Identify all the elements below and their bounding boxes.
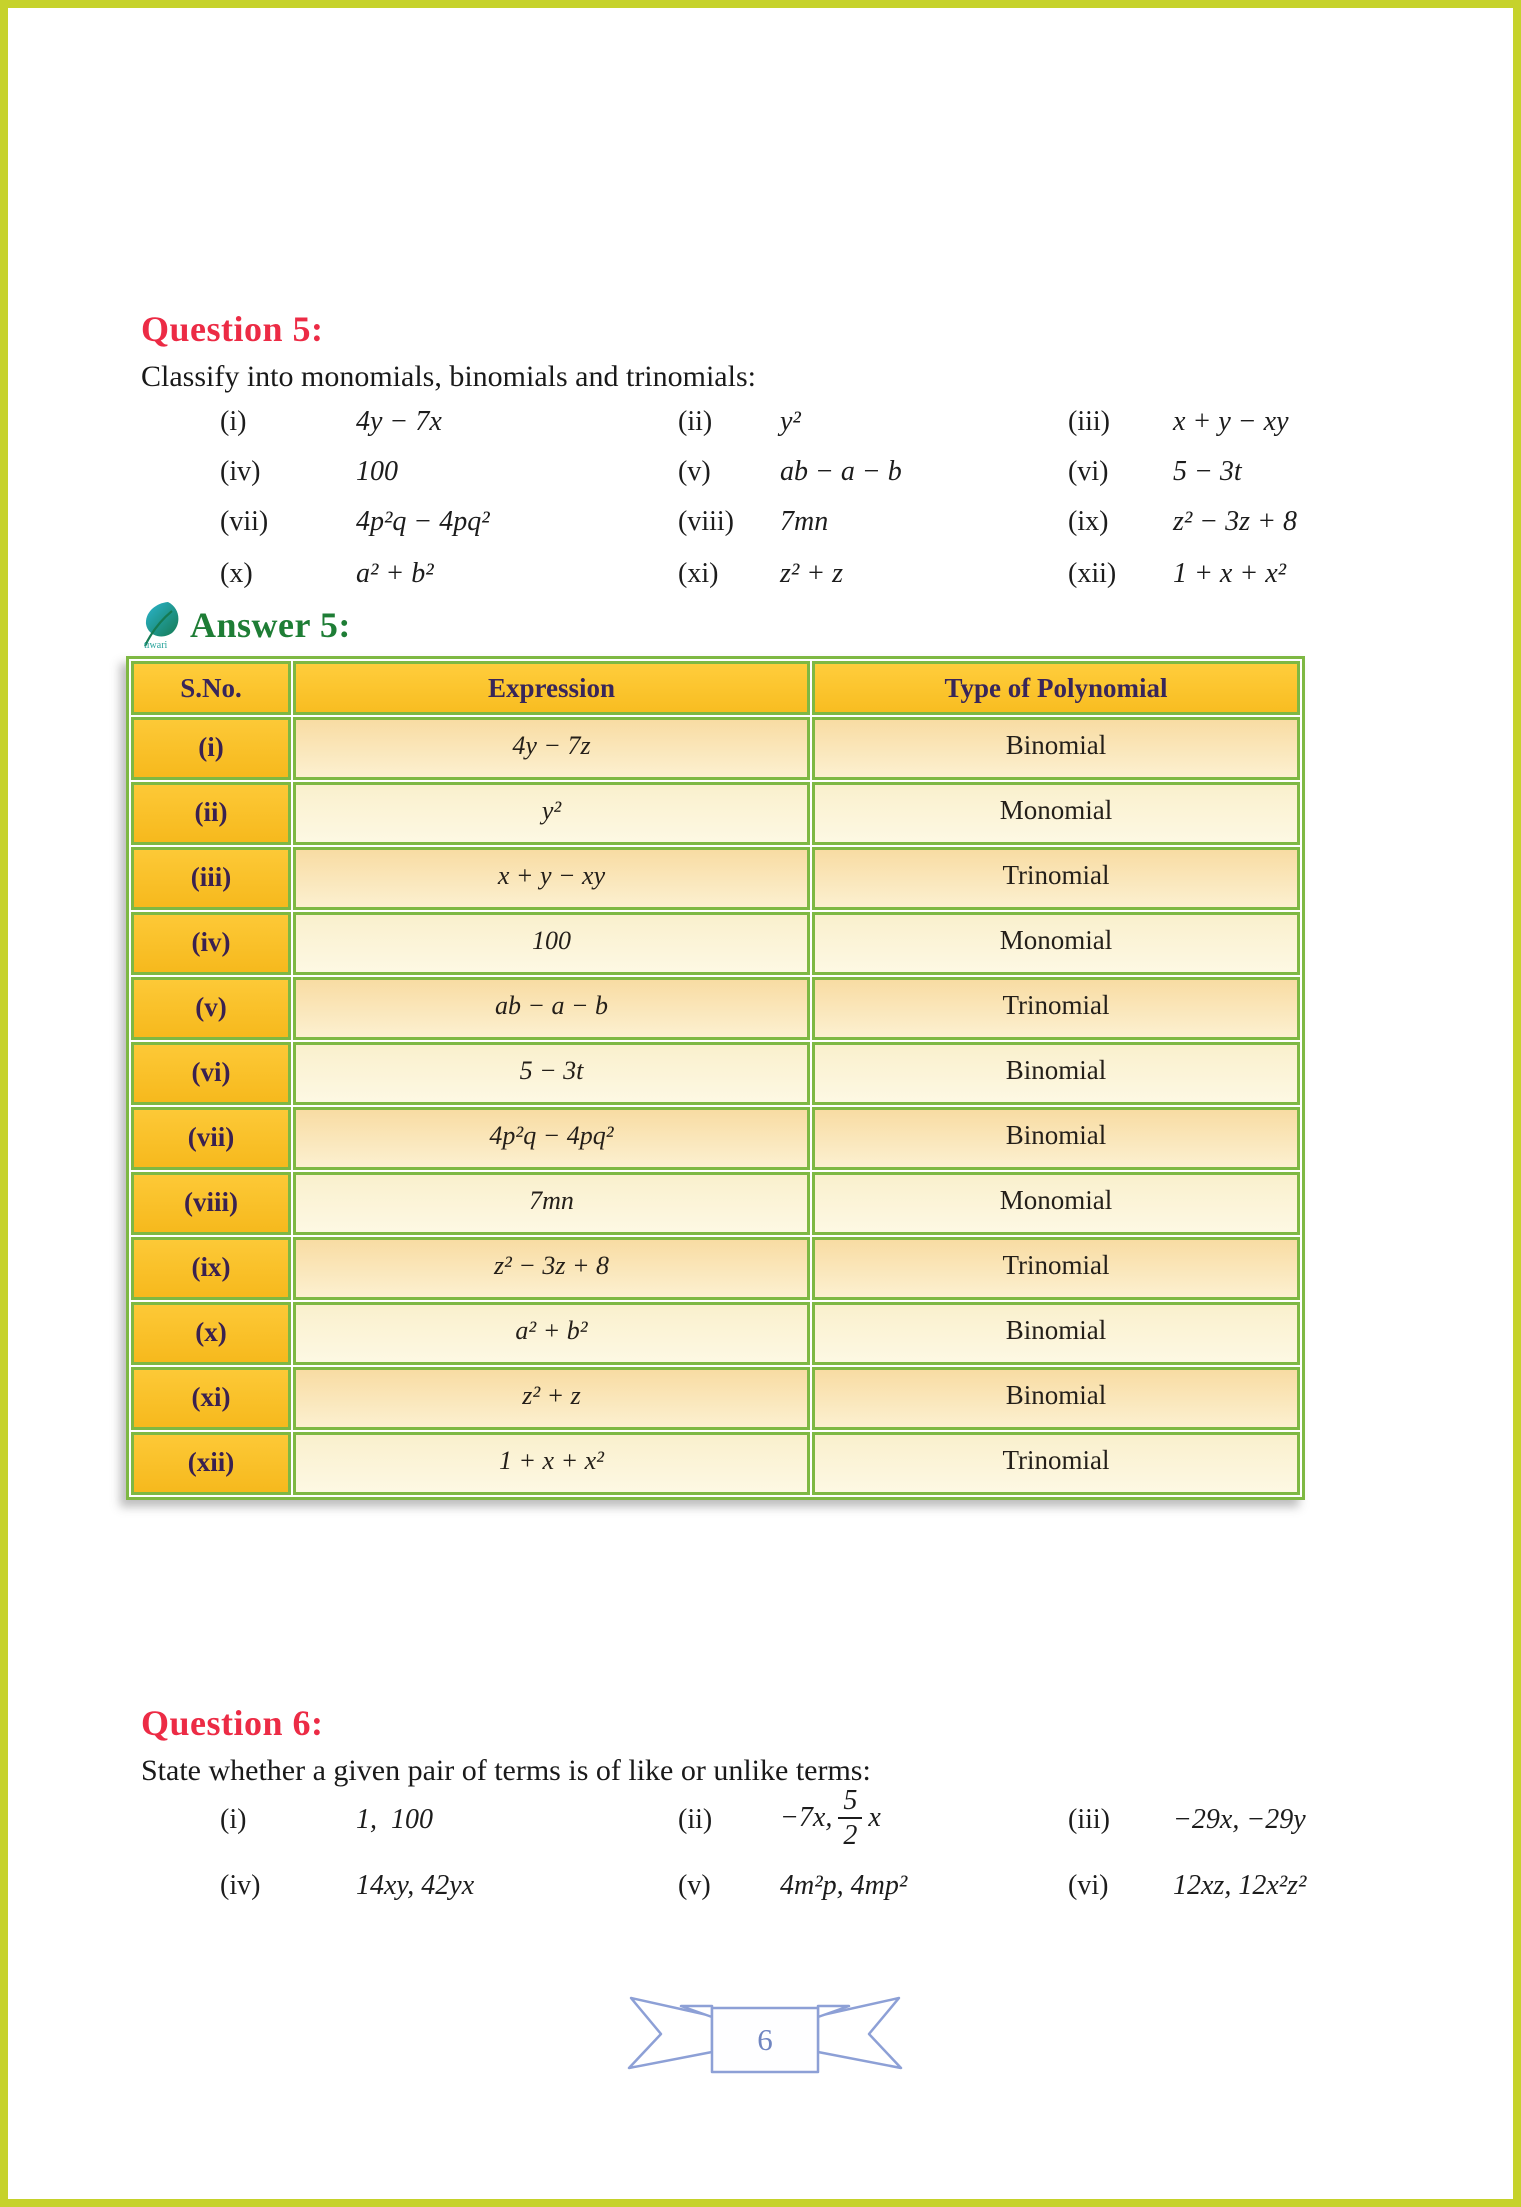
- answer-5-table: [126, 656, 1305, 1500]
- fraction-denominator: 2: [843, 1820, 858, 1852]
- sno-cell: (viii): [131, 1172, 291, 1235]
- table-row: [131, 1302, 1300, 1365]
- expression-cell: a² + b²: [293, 1302, 810, 1365]
- item-label: (iv): [220, 1870, 261, 1901]
- item-expression: 4m²p, 4mp²: [780, 1870, 908, 1901]
- item-expression-fraction: [780, 1786, 881, 1851]
- sno-cell: (x): [131, 1302, 291, 1365]
- page-number: 6: [757, 2022, 773, 2057]
- sno-cell: (ii): [131, 782, 291, 845]
- sno-cell: (v): [131, 977, 291, 1040]
- expression-cell: 7mn: [293, 1172, 810, 1235]
- q5-items-row: [8, 506, 1513, 550]
- fraction-prefix: −7x,: [780, 1802, 833, 1834]
- sno-cell: (iv): [131, 912, 291, 975]
- q6-items-row: [8, 1870, 1513, 1914]
- table-row: [131, 1237, 1300, 1300]
- item-label: (ii): [678, 1804, 713, 1835]
- page-number-ribbon: [615, 1986, 915, 2086]
- item-label: (xi): [678, 558, 719, 589]
- item-expression: 7mn: [780, 506, 829, 537]
- expression-cell: z² − 3z + 8: [293, 1237, 810, 1300]
- item-label: (iii): [1068, 1804, 1110, 1835]
- q5-items-row: [8, 558, 1513, 602]
- question-6-prompt: State whether a given pair of terms is of like or unlike terms:: [141, 1754, 871, 1787]
- item-expression: z² + z: [780, 558, 844, 589]
- sno-cell: (iii): [131, 847, 291, 910]
- logo-text: tiwari: [144, 640, 168, 650]
- item-expression: z² − 3z + 8: [1173, 506, 1297, 537]
- fraction-numerator: 5: [838, 1786, 862, 1819]
- item-expression: 12xz, 12x²z²: [1173, 1870, 1307, 1901]
- item-label: (ix): [1068, 506, 1109, 537]
- type-cell: Binomial: [812, 1367, 1300, 1430]
- expression-cell: 1 + x + x²: [293, 1432, 810, 1495]
- expression-cell: 5 − 3t: [293, 1042, 810, 1105]
- table-row: [131, 1107, 1300, 1170]
- expression-cell: 100: [293, 912, 810, 975]
- type-cell: Monomial: [812, 782, 1300, 845]
- expression-cell: 4p²q − 4pq²: [293, 1107, 810, 1170]
- type-cell: Binomial: [812, 1042, 1300, 1105]
- type-cell: Trinomial: [812, 1432, 1300, 1495]
- type-cell: Binomial: [812, 717, 1300, 780]
- table-header-sno: S.No.: [131, 661, 291, 715]
- item-label: (ii): [678, 406, 713, 437]
- item-label: (i): [220, 406, 247, 437]
- type-cell: Monomial: [812, 1172, 1300, 1235]
- item-label: (vii): [220, 506, 269, 537]
- table-row: [131, 782, 1300, 845]
- item-expression: ab − a − b: [780, 456, 902, 487]
- table-row: [131, 717, 1300, 780]
- item-expression: 1, 100: [356, 1804, 433, 1835]
- item-expression: 4y − 7x: [356, 406, 442, 437]
- item-expression: 14xy, 42yx: [356, 1870, 475, 1901]
- sno-cell: (vi): [131, 1042, 291, 1105]
- sno-cell: (ix): [131, 1237, 291, 1300]
- item-expression: a² + b²: [356, 558, 434, 589]
- table-row: [131, 1042, 1300, 1105]
- table-header-row: [131, 661, 1300, 715]
- type-cell: Binomial: [812, 1302, 1300, 1365]
- item-expression: 1 + x + x²: [1173, 558, 1287, 589]
- item-expression: −29x, −29y: [1173, 1804, 1306, 1835]
- item-label: (i): [220, 1804, 247, 1835]
- item-expression: 100: [356, 456, 398, 487]
- expression-cell: y²: [293, 782, 810, 845]
- type-cell: Trinomial: [812, 977, 1300, 1040]
- expression-cell: x + y − xy: [293, 847, 810, 910]
- table-header-expression: Expression: [293, 661, 810, 715]
- item-label: (viii): [678, 506, 734, 537]
- q6-items-row: [8, 1785, 1513, 1868]
- question-5-heading: Question 5:: [141, 309, 324, 349]
- question-6-heading: Question 6:: [141, 1703, 324, 1743]
- item-label: (xii): [1068, 558, 1117, 589]
- type-cell: Binomial: [812, 1107, 1300, 1170]
- q5-items-row: [8, 456, 1513, 500]
- item-label: (x): [220, 558, 253, 589]
- fraction: [838, 1786, 862, 1851]
- type-cell: Monomial: [812, 912, 1300, 975]
- item-label: (v): [678, 456, 711, 487]
- item-label: (v): [678, 1870, 711, 1901]
- item-label: (vi): [1068, 1870, 1109, 1901]
- table-row: [131, 1172, 1300, 1235]
- item-expression: y²: [780, 406, 801, 437]
- question-5-prompt: Classify into monomials, binomials and trinomials:: [141, 360, 756, 393]
- expression-cell: z² + z: [293, 1367, 810, 1430]
- item-label: (iv): [220, 456, 261, 487]
- item-expression: 5 − 3t: [1173, 456, 1242, 487]
- item-label: (vi): [1068, 456, 1109, 487]
- table-header-type: Type of Polynomial: [812, 661, 1300, 715]
- type-cell: Trinomial: [812, 1237, 1300, 1300]
- fraction-suffix: x: [868, 1802, 881, 1834]
- sno-cell: (i): [131, 717, 291, 780]
- sno-cell: (vii): [131, 1107, 291, 1170]
- type-cell: Trinomial: [812, 847, 1300, 910]
- table-row: [131, 977, 1300, 1040]
- expression-cell: 4y − 7z: [293, 717, 810, 780]
- table-row: [131, 1432, 1300, 1495]
- answer-5-heading: Answer 5:: [190, 605, 351, 645]
- tiwari-academy-logo-icon: [137, 600, 185, 650]
- item-expression: 4p²q − 4pq²: [356, 506, 490, 537]
- item-expression: x + y − xy: [1173, 406, 1289, 437]
- sno-cell: (xii): [131, 1432, 291, 1495]
- item-label: (iii): [1068, 406, 1110, 437]
- table-row: [131, 912, 1300, 975]
- table-row: [131, 847, 1300, 910]
- sno-cell: (xi): [131, 1367, 291, 1430]
- table-row: [131, 1367, 1300, 1430]
- q5-items-row: [8, 406, 1513, 450]
- expression-cell: ab − a − b: [293, 977, 810, 1040]
